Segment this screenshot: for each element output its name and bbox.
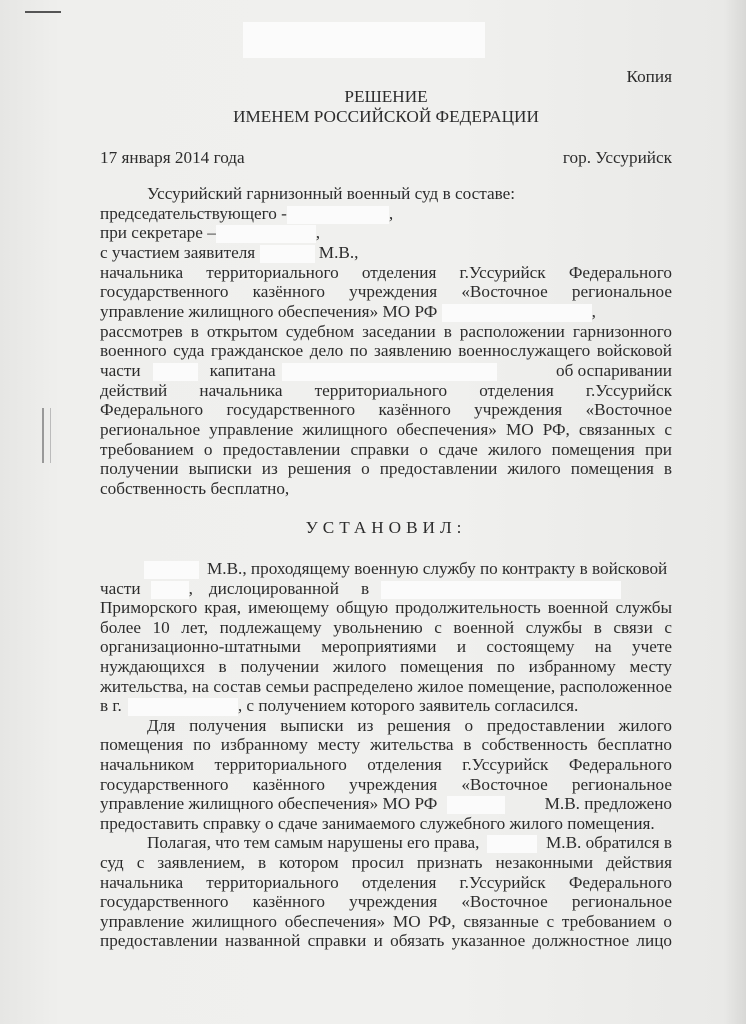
body-line: Приморского края, имеющему общую продолжительность военной службы [100,598,672,617]
text: , [388,204,394,223]
document-date: 17 января 2014 года [100,148,245,167]
intro-line [100,223,672,243]
body-line: помещения по избранному месту жительства в собственность бесплатно [100,735,672,754]
text: при секретаре – [100,223,216,242]
text: М.В. обратился в [546,833,672,852]
intro-line: начальника территориального отделения г.Уссурийск Федерального [100,263,672,282]
redaction [144,561,199,579]
body-line: Для получения выписки из решения о предоставлении жилого [147,716,672,735]
body-line: управление жилищного обеспечения» МО РФ, связанные с требованием о [100,912,672,931]
body-line [100,833,672,853]
copy-label: Копия [626,67,672,86]
body-line: предоставить справку о сдаче занимаемого служебного жилого помещения. [100,814,655,833]
intro-line: региональное управление жилищного обеспечения» МО РФ, связанных с [100,420,672,439]
redaction-header [243,22,485,58]
text: Полагая, что тем самым нарушены его права, [147,833,480,852]
intro-line: требованием о предоставлении справки о сдаче жилого помещения при [100,440,672,459]
body-line [100,579,672,599]
intro-line [100,361,672,381]
text: об оспаривании [555,361,672,380]
text: части [100,579,141,598]
redaction [128,698,238,716]
text: в г. [100,696,122,715]
text: М.В. предложено [544,794,672,813]
staple-hole-mark [42,408,51,463]
text: , [591,302,596,321]
redaction [442,304,592,322]
intro-line: Федерального государственного казённого учреждения «Восточное [100,400,672,419]
redaction [282,363,497,381]
text: , с получением которого заявитель согласился. [237,696,579,715]
body-line: организационно-штатными мероприятиями и состоящему на учете [100,637,672,656]
body-line: начальника территориального отделения г.Уссурийск Федерального [100,873,672,892]
intro-line: Уссурийский гарнизонный военный суд в составе: [147,184,516,203]
body-line: суд с заявлением, в котором просил признать незаконными действия [100,853,672,872]
redaction [260,245,315,263]
text: М.В., проходящему военную службу по контракту в войсковой [207,559,668,578]
intro-line [100,243,672,263]
text: дислоцированной [208,579,339,598]
intro-line: действий начальника территориального отделения г.Уссурийск [100,381,672,400]
body-line [100,794,672,814]
text: управление жилищного обеспечения» МО РФ [100,794,438,813]
intro-line: рассмотрев в открытом судебном заседании в расположении гарнизонного [100,322,672,341]
intro-line [100,302,672,322]
body-line: начальником территориального отделения г.Уссурийск Федерального [100,755,672,774]
body-line [100,696,672,716]
section-heading: УСТАНОВИЛ: [305,518,467,537]
intro-line: получении выписки из решения о предоставлении жилого помещения в [100,459,672,478]
date-city-line [100,148,672,168]
text: в [360,579,370,598]
redaction [381,581,621,599]
pen-mark [25,11,61,13]
body-line: государственного казённого учреждения «Восточное региональное [100,892,672,911]
body-line: государственного казённого учреждения «Восточное региональное [100,775,672,794]
redaction [216,225,316,243]
intro-line: военного суда гражданское дело по заявлению военнослужащего войсковой [100,341,672,360]
document-city: гор. Уссурийск [562,148,672,167]
text: части [100,361,141,380]
redaction [287,206,389,224]
intro-line [100,204,672,224]
text: председательствующего - [100,204,287,223]
redaction [151,581,189,599]
body-line [100,559,672,579]
intro-line: собственность бесплатно, [100,479,290,498]
redaction [153,363,198,381]
text: М.В., [318,243,359,262]
redaction [487,835,537,853]
text: , [188,579,193,598]
redaction [447,796,505,814]
text: управление жилищного обеспечения» МО РФ [100,302,438,321]
body-line: более 10 лет, подлежащему увольнению с военной службы в связи с [100,618,672,637]
document-subtitle: ИМЕНЕМ РОССИЙСКОЙ ФЕДЕРАЦИИ [233,107,539,126]
body-line: предоставлении названной справки и обязать указанное должностное лицо [100,931,672,950]
body-line: нуждающихся в получении жилого помещения по избранному месту [100,657,672,676]
text: с участием заявителя [100,243,256,262]
intro-line: государственного казённого учреждения «Восточное региональное [100,282,672,301]
document-title: РЕШЕНИЕ [344,87,428,106]
body-line: жительства, на состав семьи распределено жилое помещение, расположенное [100,677,672,696]
text: капитана [209,361,276,380]
text: , [315,223,321,242]
